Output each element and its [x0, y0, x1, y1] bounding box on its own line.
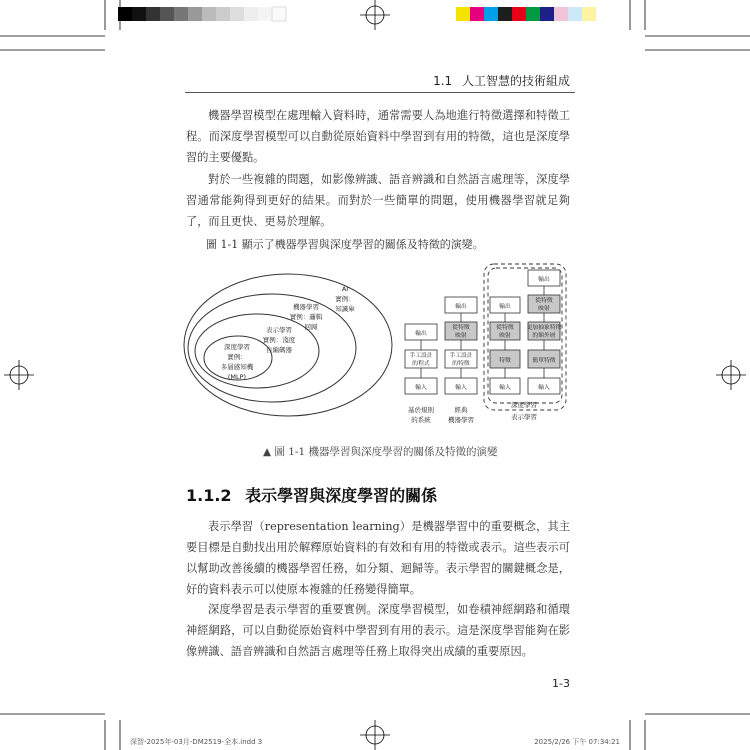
- svg-text:的特徵: 的特徵: [452, 361, 470, 367]
- rl-example-value: 自編碼器: [266, 346, 292, 354]
- ai-label: AI: [341, 285, 349, 293]
- section-paragraph-2: 深度學習是表示學習的重要實例。深度學習模型，如卷積神經網路和循環神經網路，可以自動從原始資料中學習到有用的表示。這是深度學習能夠在影像辨識、語音辨識和自然語言處理等任務上取得突出成績的重要原因。: [186, 603, 570, 658]
- ml-label: 機器學習: [293, 303, 319, 311]
- header-section-title: 人工智慧的技術組成: [461, 74, 570, 88]
- representation-learning-group-label: 表示學習: [511, 413, 537, 421]
- svg-text:從特徵: 從特徵: [452, 325, 470, 331]
- header-section-number: 1.1: [433, 74, 453, 88]
- col4-simple-feature: 簡單特徵: [532, 358, 556, 364]
- col4-output: 輸出: [538, 277, 550, 283]
- svg-text:映射: 映射: [499, 333, 511, 339]
- ml-example-label: 實例：邏輯: [289, 313, 323, 321]
- color-bar: [456, 7, 596, 21]
- section-heading: [186, 483, 437, 506]
- svg-text:映射: 映射: [538, 306, 550, 312]
- col4-input: 輸入: [538, 385, 550, 391]
- figure-1-1: [0, 258, 750, 458]
- col1-program: 手工設計: [409, 353, 433, 359]
- col1-input: 輸入: [415, 385, 427, 391]
- grayscale-bar: [118, 7, 286, 21]
- section-title: 表示學習與深度學習的關係: [245, 486, 438, 505]
- section-number: 1.1.2: [186, 486, 232, 505]
- nested-ellipses: [184, 274, 392, 416]
- col1-program-2: 的程式: [412, 361, 430, 367]
- paragraph-2: 對於一些複雜的問題，如影像辨識、語音辨識和自然語言處理等，深度學習通常能夠得到更好的結果。而對於一些簡單的問題，使用機器學習就足夠了，而且更快、更易於理解。: [186, 173, 570, 228]
- svg-text:映射: 映射: [455, 333, 467, 339]
- svg-text:手工設計: 手工設計: [449, 353, 473, 359]
- dl-example-abbrev: (MLP): [227, 373, 247, 381]
- footer-timestamp: 2025/2/26 下午 07:34:21: [534, 738, 620, 746]
- figure-intro-text: 圖 1-1 顯示了機器學習與深度學習的關係及特徵的演變。: [206, 238, 484, 251]
- ai-example-label: 實例：: [335, 295, 355, 303]
- page-number: 1-3: [552, 677, 570, 690]
- deep-learning-group-label: 深度學習: [511, 401, 537, 409]
- svg-text:更加抽象特徵: 更加抽象特徵: [526, 325, 562, 331]
- rl-example-label: 實例：淺度: [262, 336, 296, 344]
- svg-text:從特徵: 從特徵: [496, 325, 514, 331]
- col2-label-line1: 經典: [454, 406, 468, 414]
- figure-caption: ▲ 圖 1-1 機器學習與深度學習的關係及特徵的演變: [263, 446, 498, 458]
- col2-label-line2: 機器學習: [448, 416, 474, 424]
- svg-text:的額外層: 的額外層: [532, 333, 556, 339]
- col1-label-line1: 基於規則: [408, 406, 434, 414]
- col2-output: 輸出: [455, 304, 467, 310]
- dl-label: 深度學習: [224, 343, 250, 351]
- col3-feature: 特徵: [499, 358, 511, 364]
- paragraph-1: 機器學習模型在處理輸入資料時，通常需要人為地進行特徵選擇和特徵工程。而深度學習模型可以自動從原始資料中學習到有用的特徵，這也是深度學習的主要優點。: [186, 109, 570, 164]
- rl-label: 表示學習: [266, 326, 292, 334]
- section-paragraph-1: 表示學習（representation learning）是機器學習中的重要概念，其主要目標是自動找出用於解釋原始資料的有效和有用的特徵或表示。這些表示可以幫助改善後續的機器學習任務，如分類、迴歸等。表示學習的關鍵概念是，好的資料表示可以使原本複雜的任務變得簡單。: [186, 520, 570, 596]
- svg-text:從特徵: 從特徵: [535, 298, 553, 304]
- flow-columns: [405, 270, 562, 394]
- footer-file-info: 深智-2025年-03月-DM2519-全本.indd 3: [130, 738, 263, 746]
- ai-example-value: 知識庫: [335, 305, 355, 313]
- col1-output: 輸出: [415, 331, 427, 337]
- col3-input: 輸入: [499, 385, 511, 391]
- col3-output: 輸出: [499, 304, 511, 310]
- col2-input: 輸入: [455, 385, 467, 391]
- dl-example-value: 多層感知機: [220, 363, 254, 371]
- running-header: [433, 72, 570, 89]
- header-rule: [185, 92, 575, 93]
- col1-label-line2: 的系統: [411, 416, 431, 424]
- dl-example-label: 實例：: [227, 353, 247, 361]
- ml-example-value: 回歸: [304, 323, 318, 331]
- ellipse-representation-learning: [195, 314, 319, 388]
